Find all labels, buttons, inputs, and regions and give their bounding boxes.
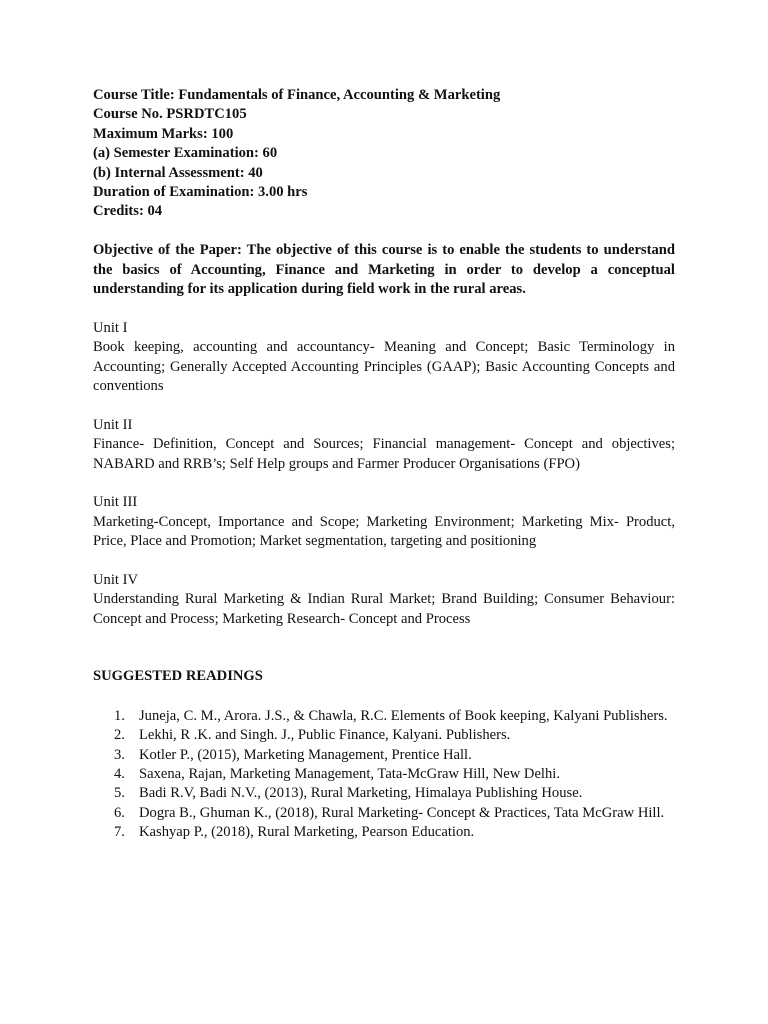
reading-item xyxy=(93,746,675,765)
unit-section xyxy=(93,416,675,474)
reading-item xyxy=(93,804,675,823)
reading-text: Badi R.V, Badi N.V., (2013), Rural Marketing, Himalaya Publishing House. xyxy=(139,785,583,802)
reading-number: 6. xyxy=(114,804,125,821)
objective-paragraph: Objective of the Paper: The objective of this course is to enable the students to understand the basics of Accounting, Finance and Marketing in order to develop a conceptual understanding for its application during field work in the rural areas. xyxy=(93,242,675,298)
unit-section xyxy=(93,571,675,629)
credits: Credits: 04 xyxy=(93,203,163,220)
unit-content: Marketing-Concept, Importance and Scope; Marketing Environment; Marketing Mix- Product, Price, Place and Promotion; Market segmentation, targeting and positioning xyxy=(93,513,675,550)
unit-content: Finance- Definition, Concept and Sources; Financial management- Concept and objectives; NABARD and RRB’s; Self Help groups and Farmer Producer Organisations (FPO) xyxy=(93,436,675,472)
unit-title: Unit I xyxy=(93,319,128,336)
unit-section xyxy=(93,319,675,397)
reading-item xyxy=(93,765,675,784)
semester-examination: (a) Semester Examination: 60 xyxy=(93,145,278,162)
unit-content: Book keeping, accounting and accountancy- Meaning and Concept; Basic Terminology in Accounting; Generally Accepted Accounting Principles (GAAP); Basic Accounting Concepts and conventions xyxy=(93,339,675,395)
course-title: Course Title: Fundamentals of Finance, Accounting & Marketing xyxy=(93,87,501,103)
reading-item xyxy=(93,784,675,803)
reading-text: Dogra B., Ghuman K., (2018), Rural Marketing- Concept & Practices, Tata McGraw Hill. xyxy=(139,804,665,821)
reading-text: Kashyap P., (2018), Rural Marketing, Pearson Education. xyxy=(139,824,475,841)
readings-list xyxy=(93,707,675,843)
reading-number: 3. xyxy=(114,746,125,763)
unit-section xyxy=(93,493,675,551)
suggested-readings-heading: SUGGESTED READINGS xyxy=(93,668,263,685)
unit-content: Understanding Rural Marketing & Indian Rural Market; Brand Building; Consumer Behaviour: Concept and Process; Marketing Research- Concept and Process xyxy=(93,591,675,627)
unit-title: Unit III xyxy=(93,494,138,511)
internal-assessment: (b) Internal Assessment: 40 xyxy=(93,164,263,181)
reading-text: Juneja, C. M., Arora. J.S., & Chawla, R.C. Elements of Book keeping, Kalyani Publishers. xyxy=(139,707,668,724)
maximum-marks: Maximum Marks: 100 xyxy=(93,125,234,142)
reading-number: 4. xyxy=(114,765,125,782)
reading-item xyxy=(93,707,675,726)
examination-duration: Duration of Examination: 3.00 hrs xyxy=(93,184,308,201)
course-header xyxy=(93,86,675,222)
course-number: Course No. PSRDTC105 xyxy=(93,106,247,123)
reading-text: Saxena, Rajan, Marketing Management, Tata-McGraw Hill, New Delhi. xyxy=(139,765,560,782)
unit-title: Unit II xyxy=(93,416,133,433)
reading-item xyxy=(93,823,675,842)
reading-number: 5. xyxy=(114,785,125,802)
reading-item xyxy=(93,726,675,745)
reading-number: 7. xyxy=(114,824,125,841)
unit-title: Unit IV xyxy=(93,572,138,589)
reading-text: Lekhi, R .K. and Singh. J., Public Finance, Kalyani. Publishers. xyxy=(139,727,511,744)
reading-text: Kotler P., (2015), Marketing Management, Prentice Hall. xyxy=(139,746,472,763)
document-page xyxy=(93,86,675,843)
reading-number: 1. xyxy=(114,707,125,724)
reading-number: 2. xyxy=(114,727,125,744)
